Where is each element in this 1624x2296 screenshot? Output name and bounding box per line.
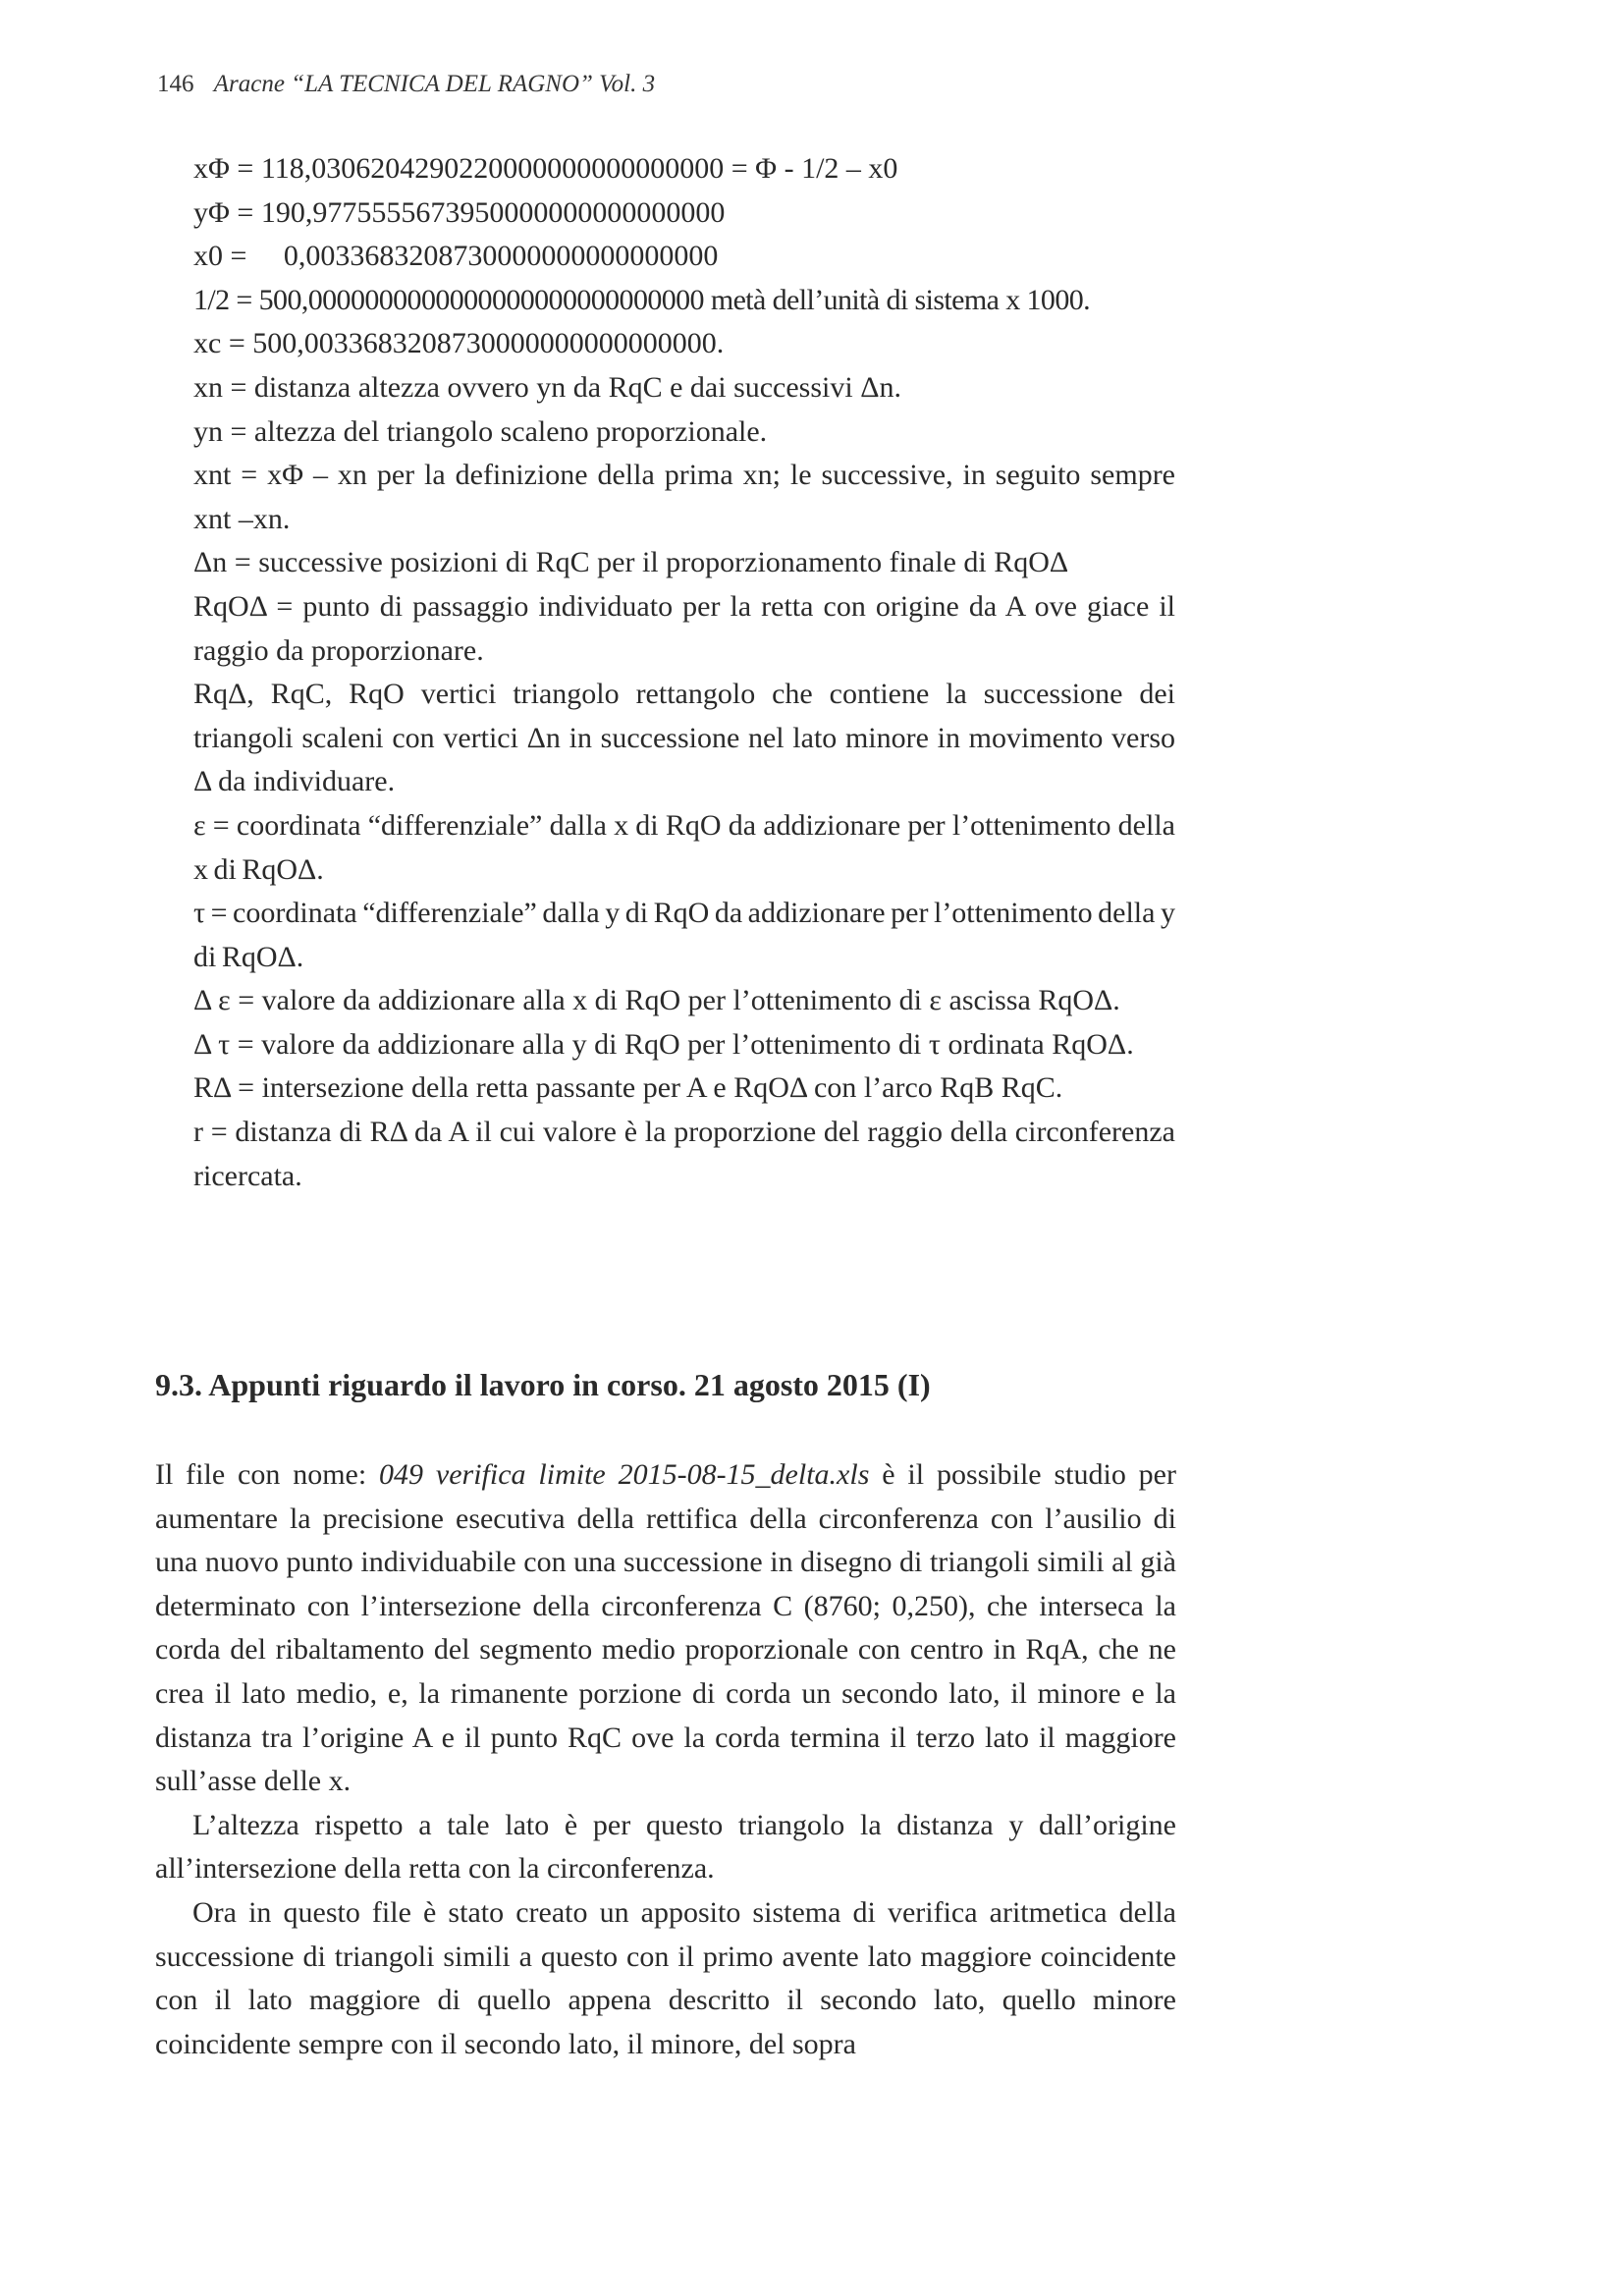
paragraph: L’altezza rispetto a tale lato è per questo triangolo la distanza y dall’origine all’intersezione della retta con la circonferenza. bbox=[155, 1808, 1176, 1886]
definition-line: xnt = xΦ – xn per la definizione della prima xn; le successive, in seguito sempre xnt –xn. bbox=[193, 459, 1175, 535]
definition-line: xn = distanza altezza ovvero yn da RqC e dai successivi Δn. bbox=[193, 370, 901, 404]
paragraph-rest: è il possibile studio per aumentare la precisione esecutiva della rettifica della circonferenza con l’ausilio di una nuovo punto individuabile con una successione in disegno di triangoli simili al già determinato con l’intersezione della circonferenza C (8760; 0,250), che interseca la corda del ribaltamento del segmento medio proporzionale con centro in RqA, che ne crea il lato medio, e, la rimanente porzione di corda un secondo lato, il minore e la distanza tra l’origine A e il punto RqC ove la corda termina il terzo lato il maggiore sull’asse delle x. bbox=[155, 1458, 1176, 1798]
definition-line: ε = coordinata “differenziale” dalla x di RqO da addizionare per l’ottenimento della x di RqOΔ. bbox=[193, 808, 1175, 886]
definition-line: RqΔ, RqC, RqO vertici triangolo rettangolo che contiene la successione dei triangoli scaleni con vertici Δn in successione nel lato minore in movimento verso Δ da individuare. bbox=[193, 678, 1175, 798]
running-header bbox=[157, 71, 655, 98]
definition-line: RqOΔ = punto di passaggio individuato per la retta con origine da A ove giace il raggio da proporzionare. bbox=[193, 589, 1175, 667]
definitions-list bbox=[193, 147, 1175, 1198]
definition-line: RΔ = intersezione della retta passante per A e RqOΔ con l’arco RqB RqC. bbox=[193, 1071, 1063, 1105]
page-number: 146 bbox=[157, 71, 194, 97]
definition-line: Δ τ = valore da addizionare alla y di RqO per l’ottenimento di τ ordinata RqOΔ. bbox=[193, 1027, 1134, 1061]
definition-line: xc = 500,0033683208730000000000000000. bbox=[193, 327, 725, 360]
paragraph: Ora in questo file è stato creato un apposito sistema di verifica aritmetica della successione di triangoli simili a questo con il primo avente lato maggiore coincidente con il lato maggiore di quello appena descritto il secondo lato, quello minore coincidente sempre con il secondo lato, il minore, del sopra bbox=[155, 1895, 1176, 2060]
running-title: Aracne “LA TECNICA DEL RAGNO” Vol. 3 bbox=[213, 71, 656, 97]
definition-line: Δn = successive posizioni di RqC per il proporzionamento finale di RqOΔ bbox=[193, 546, 1069, 579]
section-body bbox=[155, 1453, 1176, 2066]
definition-line: x0 = 0,0033683208730000000000000000 bbox=[193, 240, 719, 273]
definition-line: xΦ = 118,0306204290220000000000000000 = Φ - 1/2 – x0 bbox=[193, 152, 898, 185]
paragraph bbox=[155, 1453, 1176, 1804]
definition-line: 1/2 = 500,0000000000000000000000000000 metà dell’unità di sistema x 1000. bbox=[193, 283, 1091, 316]
definition-line: yΦ = 190,9775555673950000000000000000 bbox=[193, 195, 726, 229]
definition-line: τ = coordinata “differenziale” dalla y di RqO da addizionare per l’ottenimento della y di RqOΔ. bbox=[193, 897, 1175, 973]
definition-line: r = distanza di RΔ da A il cui valore è la proporzione del raggio della circonferenza ricercata. bbox=[193, 1116, 1175, 1192]
section-heading: 9.3. Appunti riguardo il lavoro in corso. 21 agosto 2015 (I) bbox=[155, 1367, 931, 1402]
paragraph-lead: Il file con nome: bbox=[155, 1458, 380, 1491]
definition-line: yn = altezza del triangolo scaleno proporzionale. bbox=[193, 414, 768, 448]
filename: 049 verifica limite 2015-08-15_delta.xls bbox=[379, 1458, 870, 1491]
definition-line: Δ ε = valore da addizionare alla x di RqO per l’ottenimento di ε ascissa RqOΔ. bbox=[193, 984, 1120, 1017]
